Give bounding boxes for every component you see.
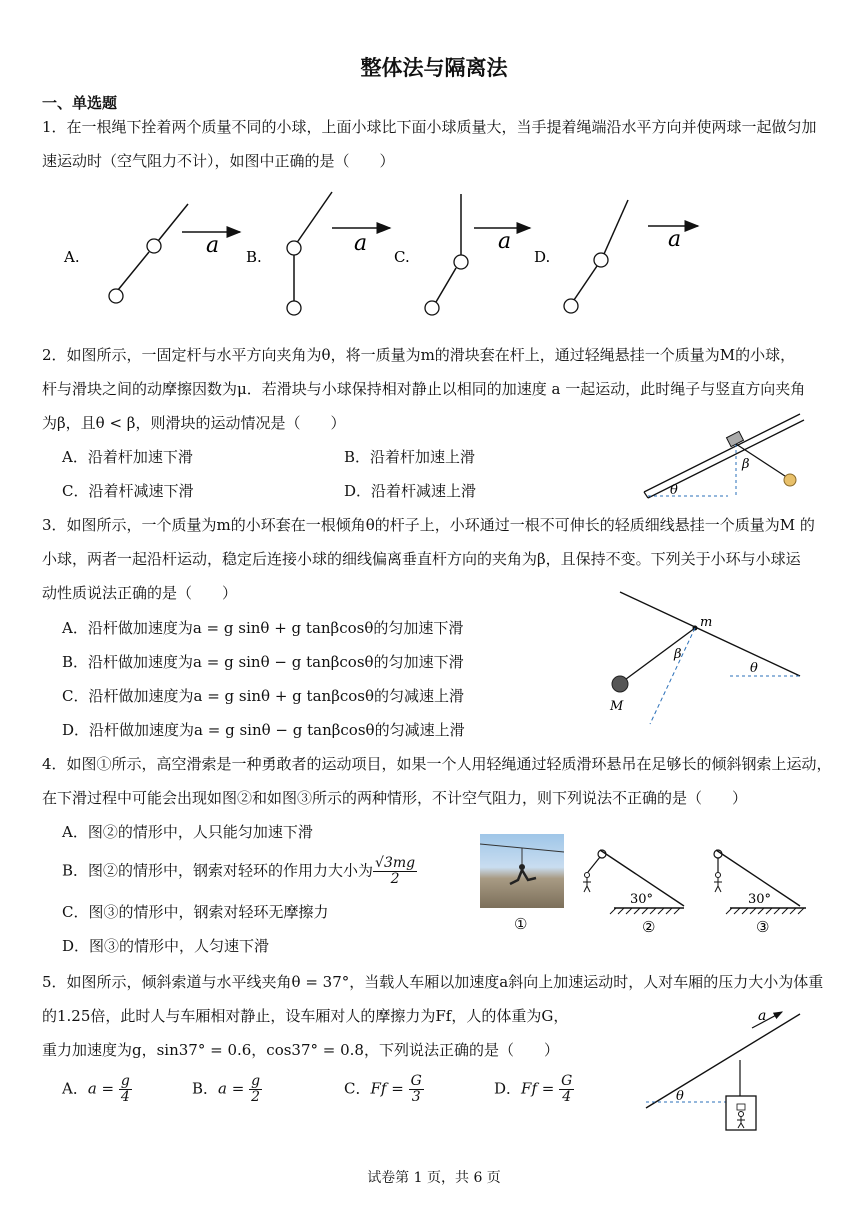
q1-accel-a: a (206, 233, 220, 258)
q4-fig-label-1: ① (514, 915, 528, 933)
q3-option-c[interactable]: C．沿杆做加速度为a = g sinθ + g tanβcosθ的匀减速上滑 (62, 687, 465, 705)
q1-label-c: C. (394, 248, 410, 266)
q5-option-a[interactable]: A．a = $\frac{g}{4}$ (62, 1073, 130, 1105)
q1-label-d: D. (534, 248, 551, 266)
q4-option-b-text: B．图②的情形中，钢索对轻环的作用力大小为 (62, 861, 374, 880)
q5-stem-line3: 重力加速度为g，sin37° = 0.6，cos37° = 0.8，下列说法正确的是（ ） (42, 1041, 559, 1059)
q2-stem-line2: 杆与滑块之间的动摩擦因数为μ．若滑块与小球保持相对静止以相同的加速度 a 一起运动，此时绳子与竖直方向夹角 (42, 380, 806, 398)
q4-fig-label-3: ③ (756, 918, 770, 936)
q2-fig-beta: β (742, 457, 750, 472)
page-title: 整体法与隔离法 (360, 55, 508, 80)
q5-option-b[interactable]: B．a = $\frac{g}{2}$ (192, 1073, 261, 1105)
q5-fig-theta: θ (676, 1089, 684, 1104)
q4-option-c[interactable]: C．图③的情形中，钢索对轻环无摩擦力 (62, 903, 329, 921)
q3-option-d[interactable]: D．沿杆做加速度为a = g sinθ − g tanβcosθ的匀减速上滑 (62, 721, 465, 739)
q5-stem-line1: 5．如图所示，倾斜索道与水平线夹角θ = 37°，当载人车厢以加速度a斜向上加速运动时，人对车厢的压力大小为体重 (42, 973, 824, 991)
q1-label-b: B. (246, 248, 262, 266)
q3-option-a[interactable]: A．沿杆做加速度为a = g sinθ + g tanβcosθ的匀加速下滑 (62, 619, 464, 637)
q4-option-d[interactable]: D．图③的情形中，人匀速下滑 (62, 937, 270, 955)
q4-option-a[interactable]: A．图②的情形中，人只能匀加速下滑 (62, 823, 313, 841)
q3-figure (600, 588, 810, 728)
q3-stem-line1: 3．如图所示，一个质量为m的小环套在一根倾角θ的杆子上，小环通过一根不可伸长的轻质细线悬挂一个质量为M 的 (42, 516, 815, 534)
q4-fig2-angle: 30° (630, 892, 654, 907)
q1-accel-b: a (354, 231, 368, 256)
zipline-photo (480, 834, 564, 908)
section-heading: 一、单选题 (42, 94, 118, 112)
q2-option-b[interactable]: B．沿着杆加速上滑 (344, 448, 476, 466)
q2-option-a[interactable]: A．沿着杆加速下滑 (62, 448, 193, 466)
q4-fig3-angle: 30° (748, 892, 772, 907)
q1-figures (50, 188, 750, 328)
q1-stem-line1: 1．在一根绳下拴着两个质量不同的小球，上面小球比下面小球质量大，当手提着绳端沿水平方向并使两球一起做匀加 (42, 118, 817, 136)
q5-option-c[interactable]: C．Ff = $\frac{G}{3}$ (344, 1073, 422, 1105)
q2-figure (640, 410, 810, 502)
q1-label-a: A. (64, 248, 80, 266)
q3-option-b[interactable]: B．沿杆做加速度为a = g sinθ − g tanβcosθ的匀加速下滑 (62, 653, 464, 671)
q5-fig-a: a (758, 1008, 767, 1024)
q3-fig-M: M (610, 699, 624, 714)
q4-stem-line2: 在下滑过程中可能会出现如图②和如图③所示的两种情形，不计空气阻力，则下列说法不正确的是（ ） (42, 789, 748, 807)
q5-option-d[interactable]: D．Ff = $\frac{G}{4}$ (494, 1073, 573, 1105)
q4-option-b[interactable] (62, 856, 417, 887)
q3-fig-theta: θ (750, 661, 758, 676)
page-footer: 试卷第 1 页，共 6 页 (367, 1170, 501, 1186)
q3-fig-m: m (700, 615, 713, 630)
q4-figures-2-3 (580, 840, 820, 936)
q2-option-c[interactable]: C．沿着杆减速下滑 (62, 482, 194, 500)
q2-fig-theta: θ (670, 483, 678, 498)
q5-stem-line2: 的1.25倍，此时人与车厢相对静止，设车厢对人的摩擦力为Ff，人的体重为G， (42, 1007, 569, 1025)
q1-accel-c: a (498, 229, 512, 254)
q2-stem-line3: 为β，且θ < β，则滑块的运动情况是（ ） (42, 414, 346, 432)
q2-stem-line1: 2．如图所示，一固定杆与水平方向夹角为θ，将一质量为m的滑块套在杆上，通过轻绳悬挂一个质量为M的小球， (42, 346, 796, 364)
q4-option-b-fraction: $\frac{√3mg}{2}$ (375, 855, 416, 887)
q4-fig-label-2: ② (642, 918, 656, 936)
q2-option-d[interactable]: D．沿着杆减速上滑 (344, 482, 477, 500)
q3-stem-line2: 小球，两者一起沿杆运动，稳定后连接小球的细线偏离垂直杆方向的夹角为β，且保持不变。下列关于小环与小球运 (42, 550, 801, 568)
q4-stem-line1: 4．如图①所示，高空滑索是一种勇敢者的运动项目，如果一个人用轻绳通过轻质滑环悬吊在足够长的倾斜钢索上运动， (42, 755, 832, 773)
q1-stem-line2: 速运动时（空气阻力不计），如图中正确的是（ ） (42, 152, 395, 170)
q3-stem-line3: 动性质说法正确的是（ ） (42, 584, 238, 602)
q5-figure (640, 1004, 810, 1136)
q1-accel-d: a (668, 227, 682, 252)
q3-fig-beta: β (674, 647, 682, 662)
